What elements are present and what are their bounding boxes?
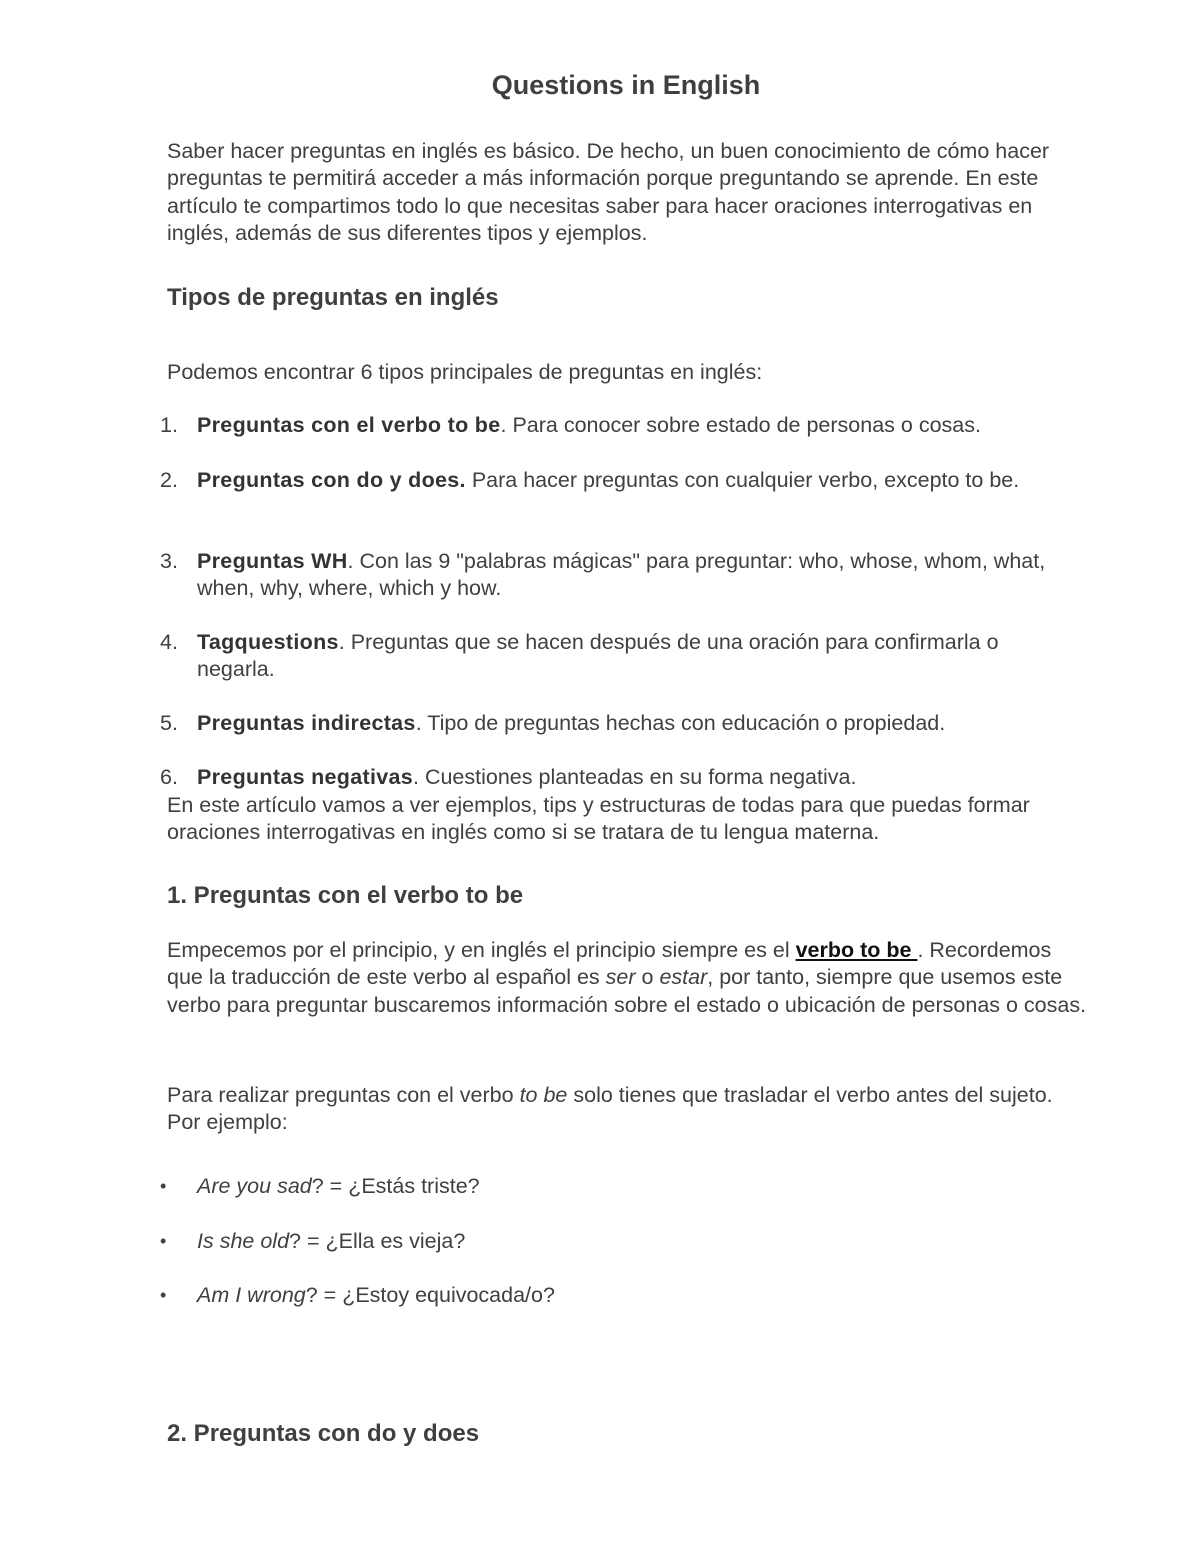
example-bullet-item — [160, 1228, 1060, 1255]
bullet-icon: • — [160, 1285, 167, 1305]
list-item-bold: Preguntas negativas — [197, 765, 413, 789]
list-item-text: . Preguntas que se hacen después de una oración para confirmarla o negarla. — [197, 630, 999, 682]
list-item-text: . Para conocer sobre estado de personas o cosas. — [500, 413, 981, 437]
list-item — [160, 629, 1060, 684]
list-number: 3. — [160, 549, 178, 573]
example-question: Is she old — [197, 1229, 290, 1253]
italic-word: estar — [659, 965, 708, 990]
example-translation: ? = ¿Ella es vieja? — [289, 1229, 466, 1253]
list-item-bold: Tagquestions — [197, 630, 339, 654]
list-item — [160, 467, 1060, 494]
types-closing-paragraph: En este artículo vamos a ver ejemplos, tips y estructuras de todas para que puedas formar oraciones interrogativas en inglés como si se tratara de tu lengua materna. — [167, 793, 1030, 845]
list-item-bold: Preguntas con do y does. — [197, 468, 466, 492]
section-heading-to-be: 1. Preguntas con el verbo to be — [167, 882, 524, 909]
list-item-text: Para hacer preguntas con cualquier verbo, excepto to be. — [465, 468, 1020, 492]
list-item — [160, 548, 1060, 603]
example-bullet-item — [160, 1282, 1060, 1309]
types-lead-paragraph: Podemos encontrar 6 tipos principales de preguntas en inglés: — [167, 360, 763, 384]
list-item-bold: Preguntas indirectas — [197, 711, 416, 735]
bullet-icon: • — [160, 1231, 167, 1251]
example-bullet-item — [160, 1173, 1060, 1200]
list-item-bold: Preguntas WH — [197, 549, 348, 573]
list-item-text: . Tipo de preguntas hechas con educación o propiedad. — [415, 711, 946, 735]
to-be-paragraph-2 — [167, 1082, 1087, 1137]
section-heading-types: Tipos de preguntas en inglés — [167, 284, 499, 311]
list-number: 6. — [160, 765, 178, 789]
bullet-icon: • — [160, 1176, 167, 1196]
list-item-text: . Cuestiones planteadas en su forma negativa. — [413, 765, 857, 789]
list-item — [160, 412, 1060, 439]
list-number: 4. — [160, 630, 178, 654]
list-number: 2. — [160, 468, 178, 492]
text-run: , por tanto, siempre que usemos este verbo para preguntar buscaremos información sobre el estado o ubicación de personas o cosas. — [167, 965, 1087, 1017]
to-be-paragraph-1 — [167, 937, 1087, 1019]
list-item-bold: Preguntas con el verbo to be — [197, 413, 501, 437]
italic-word: to be — [519, 1083, 568, 1107]
example-question: Am I wrong — [197, 1283, 306, 1307]
list-item — [160, 764, 1060, 791]
list-number: 1. — [160, 413, 178, 437]
list-number: 5. — [160, 711, 178, 735]
list-item-text: . Con las 9 "palabras mágicas" para preguntar: who, whose, whom, what, when, why, where, which y how. — [197, 549, 1046, 601]
verbo-to-be-link[interactable]: verbo to be — [795, 938, 918, 962]
example-question: Are you sad — [197, 1174, 312, 1198]
list-item — [160, 710, 1060, 737]
example-translation: ? = ¿Estoy equivocada/o? — [305, 1283, 555, 1307]
text-run: Para realizar preguntas con el verbo — [167, 1083, 520, 1107]
section-heading-do-does: 2. Preguntas con do y does — [167, 1420, 480, 1447]
example-translation: ? = ¿Estás triste? — [311, 1174, 480, 1198]
text-run: solo tienes que trasladar el verbo antes del sujeto. Por ejemplo: — [167, 1083, 1053, 1135]
text-run: o — [635, 965, 660, 990]
italic-word: ser — [605, 965, 636, 990]
text-run: . Recordemos que la traducción de este verbo al español es — [167, 938, 1052, 990]
text-run: Empecemos por el principio, y en inglés el principio siempre es el — [167, 938, 796, 962]
document-title: Questions in English — [491, 70, 761, 100]
intro-paragraph: Saber hacer preguntas en inglés es básico. De hecho, un buen conocimiento de cómo hacer preguntas te permitirá acceder a más información porque preguntando se aprende. En este artículo te compartimos todo lo que necesitas saber para hacer oraciones interrogativas en inglés, además de sus diferentes tipos y ejemplos. — [167, 139, 1050, 245]
